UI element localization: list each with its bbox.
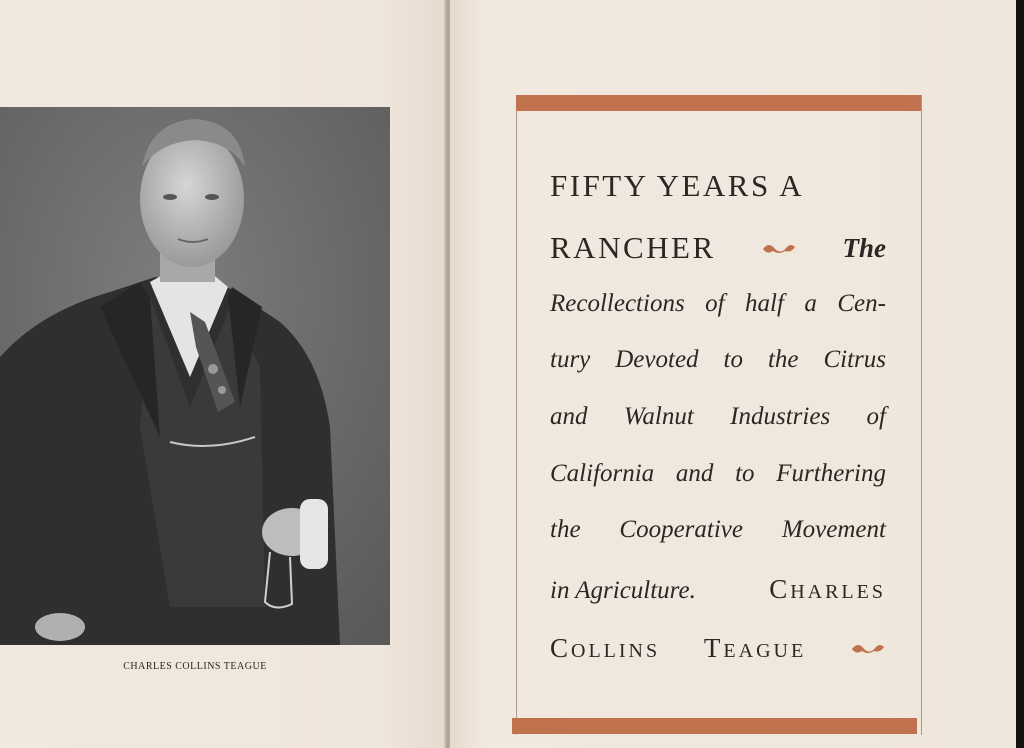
author-first-name: CHARLES: [769, 574, 886, 604]
title-line-9: [550, 628, 886, 668]
title-line-1: FIFTY YEARS A: [550, 168, 805, 203]
author-last-name: TEAGUE: [703, 632, 807, 663]
word: the: [767, 346, 799, 373]
leaf-ornament-icon: [850, 639, 886, 657]
leaf-ornament-icon: [761, 239, 797, 257]
title-line-3: [550, 290, 886, 330]
bottom-rule: [512, 718, 917, 734]
word: Recollections: [550, 290, 685, 317]
word: California: [550, 460, 655, 487]
word: Furthering: [776, 460, 886, 487]
word: Devoted: [615, 346, 699, 373]
word: Citrus: [823, 346, 886, 373]
word: to: [723, 346, 743, 373]
word: the: [550, 516, 581, 543]
portrait-photo: [0, 107, 390, 645]
left-page: [0, 0, 446, 748]
word: Walnut: [623, 403, 694, 430]
word: Cen-: [837, 290, 886, 317]
title-line-5: [550, 403, 886, 443]
word: half: [745, 290, 784, 317]
title-line-8: [550, 574, 886, 614]
word: tury: [550, 346, 591, 373]
word: and: [675, 460, 714, 487]
phrase-in-agriculture: in Agriculture.: [550, 577, 696, 604]
portrait-caption: CHARLES COLLINS TEAGUE: [123, 661, 267, 672]
word: to: [735, 460, 755, 487]
word: Industries: [730, 403, 831, 430]
title-line-7: [550, 516, 886, 556]
page-edge: [1016, 0, 1024, 748]
word: Movement: [781, 516, 886, 543]
title-word-rancher: RANCHER: [550, 230, 716, 265]
word: Cooperative: [619, 516, 743, 543]
title-line-6: [550, 460, 886, 500]
word: of: [705, 290, 725, 317]
title-line-2: [550, 228, 886, 268]
word: and: [550, 403, 588, 430]
title-word-the: The: [842, 232, 886, 263]
author-middle-name: COLLINS: [550, 632, 661, 663]
top-rule: [516, 95, 921, 111]
title-line-4: [550, 346, 886, 386]
word: a: [804, 290, 817, 317]
word: of: [866, 403, 886, 430]
